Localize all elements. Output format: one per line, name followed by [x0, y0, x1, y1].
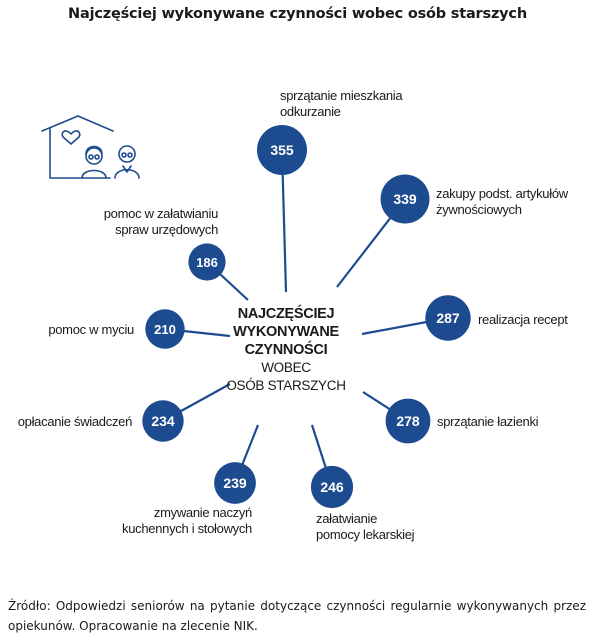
center-label-line: CZYNNOŚCI [244, 342, 328, 358]
category-label: realizacja recept [478, 312, 568, 327]
data-label: 287 [436, 310, 460, 326]
data-label: 210 [154, 322, 176, 337]
data-label: 339 [393, 191, 417, 207]
house-with-elderly-couple-icon [42, 116, 139, 178]
center-label-line: NAJCZĘŚCIEJ [237, 306, 335, 322]
center-label-line: OSÓB STARSZYCH [226, 378, 346, 393]
data-label: 246 [320, 479, 344, 495]
center-label-line: WYKONYWANE [233, 324, 339, 340]
category-label: zmywanie naczyń [153, 505, 252, 520]
data-label: 355 [270, 142, 294, 158]
data-label: 239 [223, 475, 247, 491]
category-label: załatwianie [316, 511, 378, 526]
data-label: 234 [151, 413, 175, 429]
category-label: odkurzanie [280, 104, 341, 119]
page-title: Najczęściej wykonywane czynności wobec osób starszych [68, 6, 527, 22]
category-label: kuchennych i stołowych [122, 521, 252, 536]
category-label: pomoc w myciu [48, 322, 134, 337]
category-label: opłacanie świadczeń [17, 414, 132, 429]
category-label: pomocy lekarskiej [316, 527, 415, 542]
category-label: zakupy podst. artykułów [436, 186, 568, 201]
data-label: 186 [196, 255, 218, 270]
category-label: sprzątanie łazienki [437, 414, 539, 429]
category-label: spraw urzędowych [115, 222, 218, 237]
category-label: pomoc w załatwianiu [103, 206, 218, 221]
center-label-line: WOBEC [261, 360, 311, 375]
data-label: 278 [396, 413, 420, 429]
source-note: Źródło: Odpowiedzi seniorów na pytanie dotyczące czynności regularnie wykonywanych przez opiekunów. Opracowanie na zlecenie NIK. [8, 599, 586, 633]
category-label: żywnościowych [436, 202, 522, 217]
category-label: sprzątanie mieszkania [280, 88, 403, 103]
center-label [226, 304, 345, 393]
